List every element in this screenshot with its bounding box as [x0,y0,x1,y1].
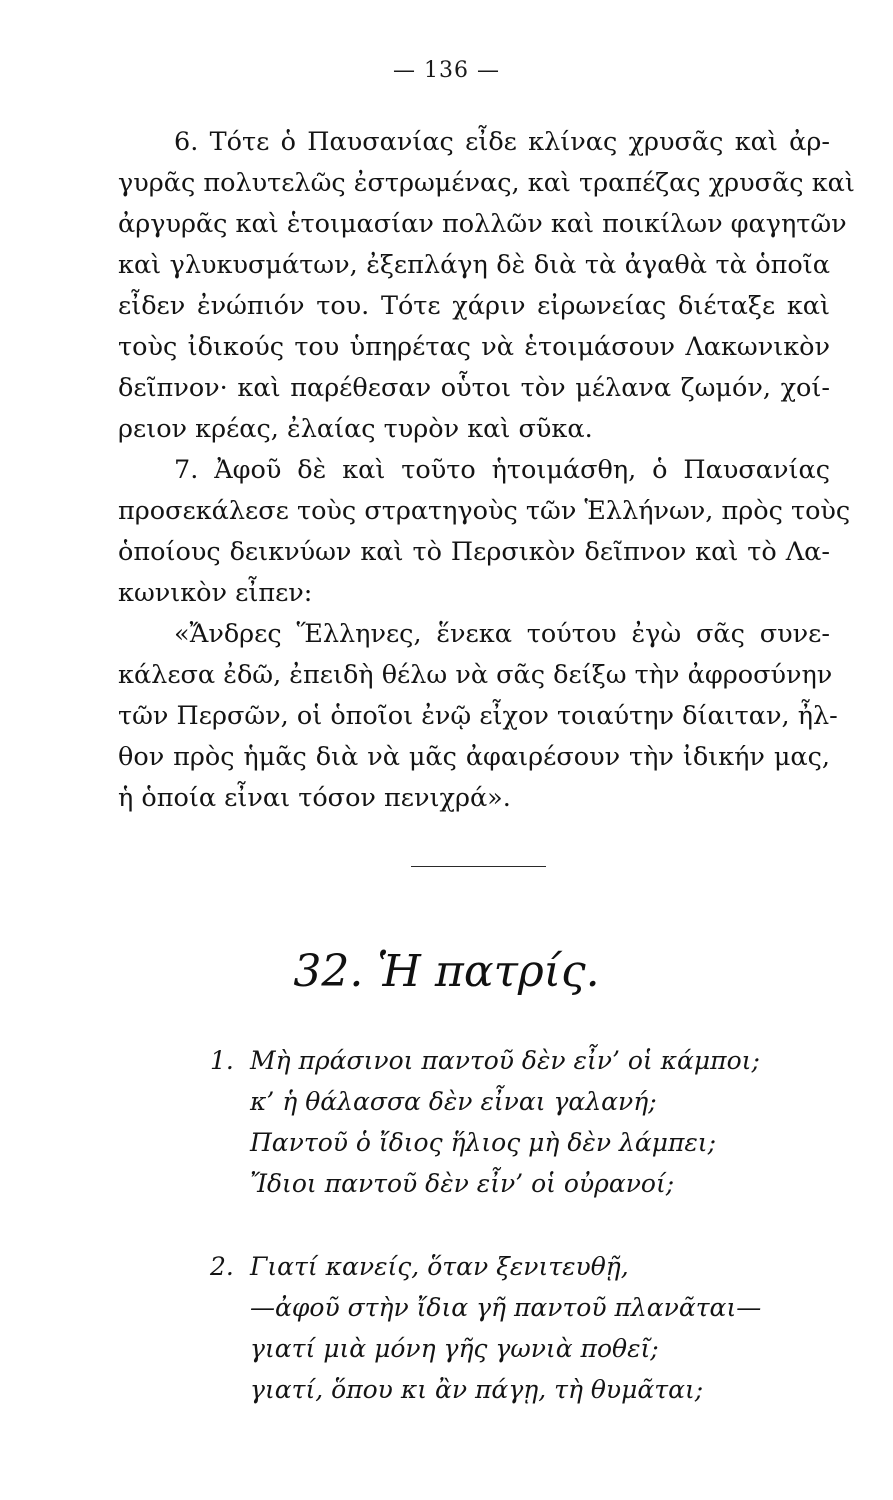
verse-text: Ἴδιοι παντοῦ δὲν εἶν’ οἱ οὐρανοί; [250,1169,675,1198]
verse-line [210,1163,810,1204]
text-line: εἶδεν ἐνώπιόν του. Τότε χάριν εἰρωνείας διέταξε καὶ [118,291,830,321]
verse-text: κ’ ἡ θάλασσα δὲν εἶναι γαλανή; [250,1087,657,1116]
text-line: γυρᾶς πολυτελῶς ἐστρωμένας, καὶ τραπέζας χρυσᾶς καὶ [118,168,855,198]
poem-stanza-1 [210,1040,810,1204]
text-line: ὁποίους δεικνύων καὶ τὸ Περσικὸν δεῖπνον καὶ τὸ Λα- [118,537,830,567]
text-line: τῶν Περσῶν, οἱ ὁποῖοι ἐνῷ εἶχον τοιαύτην δίαιταν, ἦλ- [118,701,838,731]
text-line: καὶ γλυκυσμάτων, ἐξεπλάγη δὲ διὰ τὰ ἀγαθὰ τὰ ὁποῖα [118,250,830,280]
verse-line [210,1369,810,1410]
prose-section [118,122,855,819]
text-line: θον πρὸς ἡμᾶς διὰ νὰ μᾶς ἀφαιρέσουν τὴν ἰδικήν μας, [118,742,830,772]
text-line: προσεκάλεσε τοὺς στρατηγοὺς τῶν Ἑλλήνων, πρὸς τοὺς [118,496,851,526]
text-line: δεῖπνον· καὶ παρέθεσαν οὗτοι τὸν μέλανα ζωμόν, χοί- [118,373,830,403]
verse-text: Παντοῦ ὁ ἴδιος ἥλιος μὴ δὲν λάμπει; [250,1128,717,1157]
text-line: κωνικὸν εἶπεν: [118,578,313,608]
page-number: — 136 — [393,58,500,83]
verse-line [210,1328,810,1369]
text-line: ρειον κρέας, ἐλαίας τυρὸν καὶ σῦκα. [118,414,593,444]
verse-line [210,1287,810,1328]
text-line: ἡ ὁποία εἶναι τόσον πενιχρά». [118,783,511,813]
verse-line [210,1040,810,1081]
verse-line [210,1122,810,1163]
poem-stanza-2 [210,1246,810,1410]
text-line: ἀργυρᾶς καὶ ἑτοιμασίαν πολλῶν καὶ ποικίλων φαγητῶν [118,209,847,239]
poem-title: 32. Ἡ πατρίς. [293,946,600,997]
section-divider [411,866,546,867]
text-line: 7. Ἀφοῦ δὲ καὶ τοῦτο ἡτοιμάσθη, ὁ Παυσανίας [174,455,830,485]
verse-text: —ἀφοῦ στὴν ἴδια γῆ παντοῦ πλανᾶται— [250,1293,762,1322]
verse-line [210,1246,810,1287]
verse-text: γιατί, ὅπου κι ἂν πάγῃ, τὴ θυμᾶται; [250,1375,704,1404]
text-line: τοὺς ἰδικούς του ὑπηρέτας νὰ ἑτοιμάσουν Λακωνικὸν [118,332,830,362]
paragraph-7 [118,450,851,614]
text-line: «Ἄνδρες Ἕλληνες, ἕνεκα τούτου ἐγὼ σᾶς συνε- [174,619,830,649]
text-line: κάλεσα ἐδῶ, ἐπειδὴ θέλω νὰ σᾶς δείξω τὴν ἀφροσύνην [118,660,833,690]
verse-line [210,1081,810,1122]
verse-text: Μὴ πράσινοι παντοῦ δὲν εἶν’ οἱ κάμποι; [250,1046,760,1075]
stanza-number: 1. [210,1046,234,1075]
text-line: 6. Τότε ὁ Παυσανίας εἶδε κλίνας χρυσᾶς καὶ ἀρ- [174,127,830,157]
stanza-number: 2. [210,1252,234,1281]
verse-text: Γιατί κανείς, ὅταν ξενιτευθῇ, [250,1252,629,1281]
verse-text: γιατί μιὰ μόνη γῆς γωνιὰ ποθεῖ; [250,1334,659,1363]
paragraph-6 [118,122,855,450]
paragraph-speech [118,614,838,819]
